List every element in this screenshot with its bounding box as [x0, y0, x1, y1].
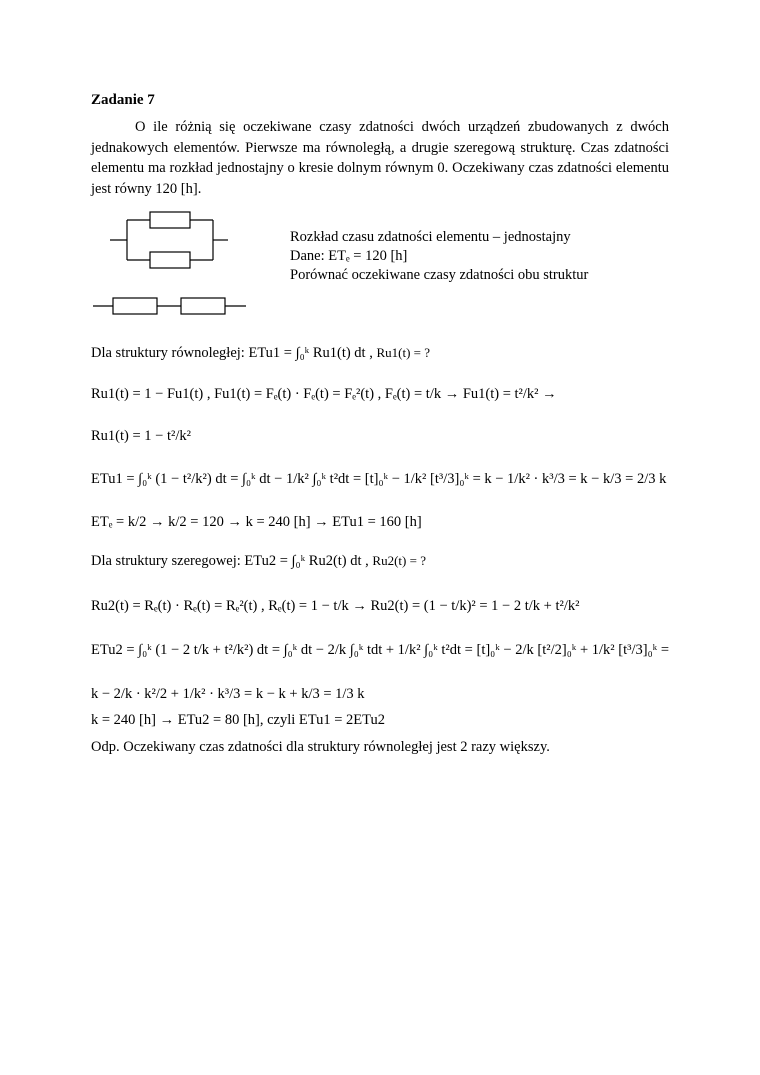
parallel-equation-1: Ru1(t) = 1 − Fu1(t) , Fu1(t) = Fₑ(t) · Fₑ(t) = Fₑ²(t) , Fₑ(t) = t/k → Fu1(t) = t²/k² →	[91, 386, 557, 402]
given-data: Dane: ETₑ = 120 [h]	[290, 248, 408, 264]
final-answer: Odp. Oczekiwany czas zdatności dla struktury równoległej jest 2 razy większy.	[91, 739, 550, 755]
serial-equation-3: k − 2/k · k²/2 + 1/k² · k³/3 = k − k + k/3 = 1/3 k	[91, 686, 365, 702]
parallel-question: Ru1(t) = ?	[376, 345, 431, 360]
parallel-intro-line	[91, 345, 430, 362]
element-box	[181, 298, 225, 314]
serial-structure-diagram	[93, 295, 248, 317]
serial-question: Ru2(t) = ?	[372, 553, 426, 568]
parallel-structure-diagram	[110, 205, 230, 275]
serial-result: k = 240 [h] → ETu2 = 80 [h], czyli ETu1 = 2ETu2	[91, 712, 386, 728]
parallel-result: k = 240 [h] → ETu1 = 160 [h]	[245, 514, 422, 530]
parallel-equation-2: Ru1(t) = 1 − t²/k²	[91, 428, 191, 444]
parallel-equation-4-line	[91, 514, 422, 531]
element-box	[113, 298, 157, 314]
given-task: Porównać oczekiwane czasy zdatności obu struktur	[290, 267, 589, 283]
serial-et-definition: ETu2 = ∫₀ᵏ Ru2(t) dt ,	[244, 553, 369, 569]
serial-intro-line	[91, 553, 426, 570]
problem-text: O ile różnią się oczekiwane czasy zdatności dwóch urządzeń zbudowanych z dwóch jednakowych elementów. Pierwsze ma równoległą, a drugie szeregową strukturę. Czas zdatności elementu ma rozkład jednostajny o kresie dolnym równym 0. Oczekiwany czas zdatności elementu jest równy 120 [h].	[91, 119, 669, 197]
parallel-et-definition: ETu1 = ∫₀ᵏ Ru1(t) dt ,	[248, 345, 373, 361]
element-box	[150, 252, 190, 268]
serial-equation-2: ETu2 = ∫₀ᵏ (1 − 2 t/k + t²/k²) dt = ∫₀ᵏ dt − 2/k ∫₀ᵏ tdt + 1/k² ∫₀ᵏ t²dt = [t]₀ᵏ − 2/k [t²/2]₀ᵏ + 1/k² [t³/3]₀ᵏ =	[91, 642, 669, 658]
task-heading: Zadanie 7	[91, 92, 155, 108]
parallel-intro: Dla struktury równoległej:	[91, 345, 249, 361]
element-box	[150, 212, 190, 228]
problem-statement	[91, 117, 669, 199]
given-distribution: Rozkład czasu zdatności elementu – jednostajny	[290, 229, 571, 245]
parallel-equation-3: ETu1 = ∫₀ᵏ (1 − t²/k²) dt = ∫₀ᵏ dt − 1/k² ∫₀ᵏ t²dt = [t]₀ᵏ − 1/k² [t³/3]₀ᵏ = k − 1/k² · k³/3 = k − k/3 = 2/3 k	[91, 471, 667, 487]
parallel-equation-4: ETₑ = k/2 → k/2 = 120 →	[91, 514, 242, 530]
serial-intro: Dla struktury szeregowej:	[91, 553, 245, 569]
serial-equation-1: Ru2(t) = Rₑ(t) · Rₑ(t) = Rₑ²(t) , Rₑ(t) = 1 − t/k → Ru2(t) = (1 − t/k)² = 1 − 2 t/k + t²/k²	[91, 598, 580, 614]
